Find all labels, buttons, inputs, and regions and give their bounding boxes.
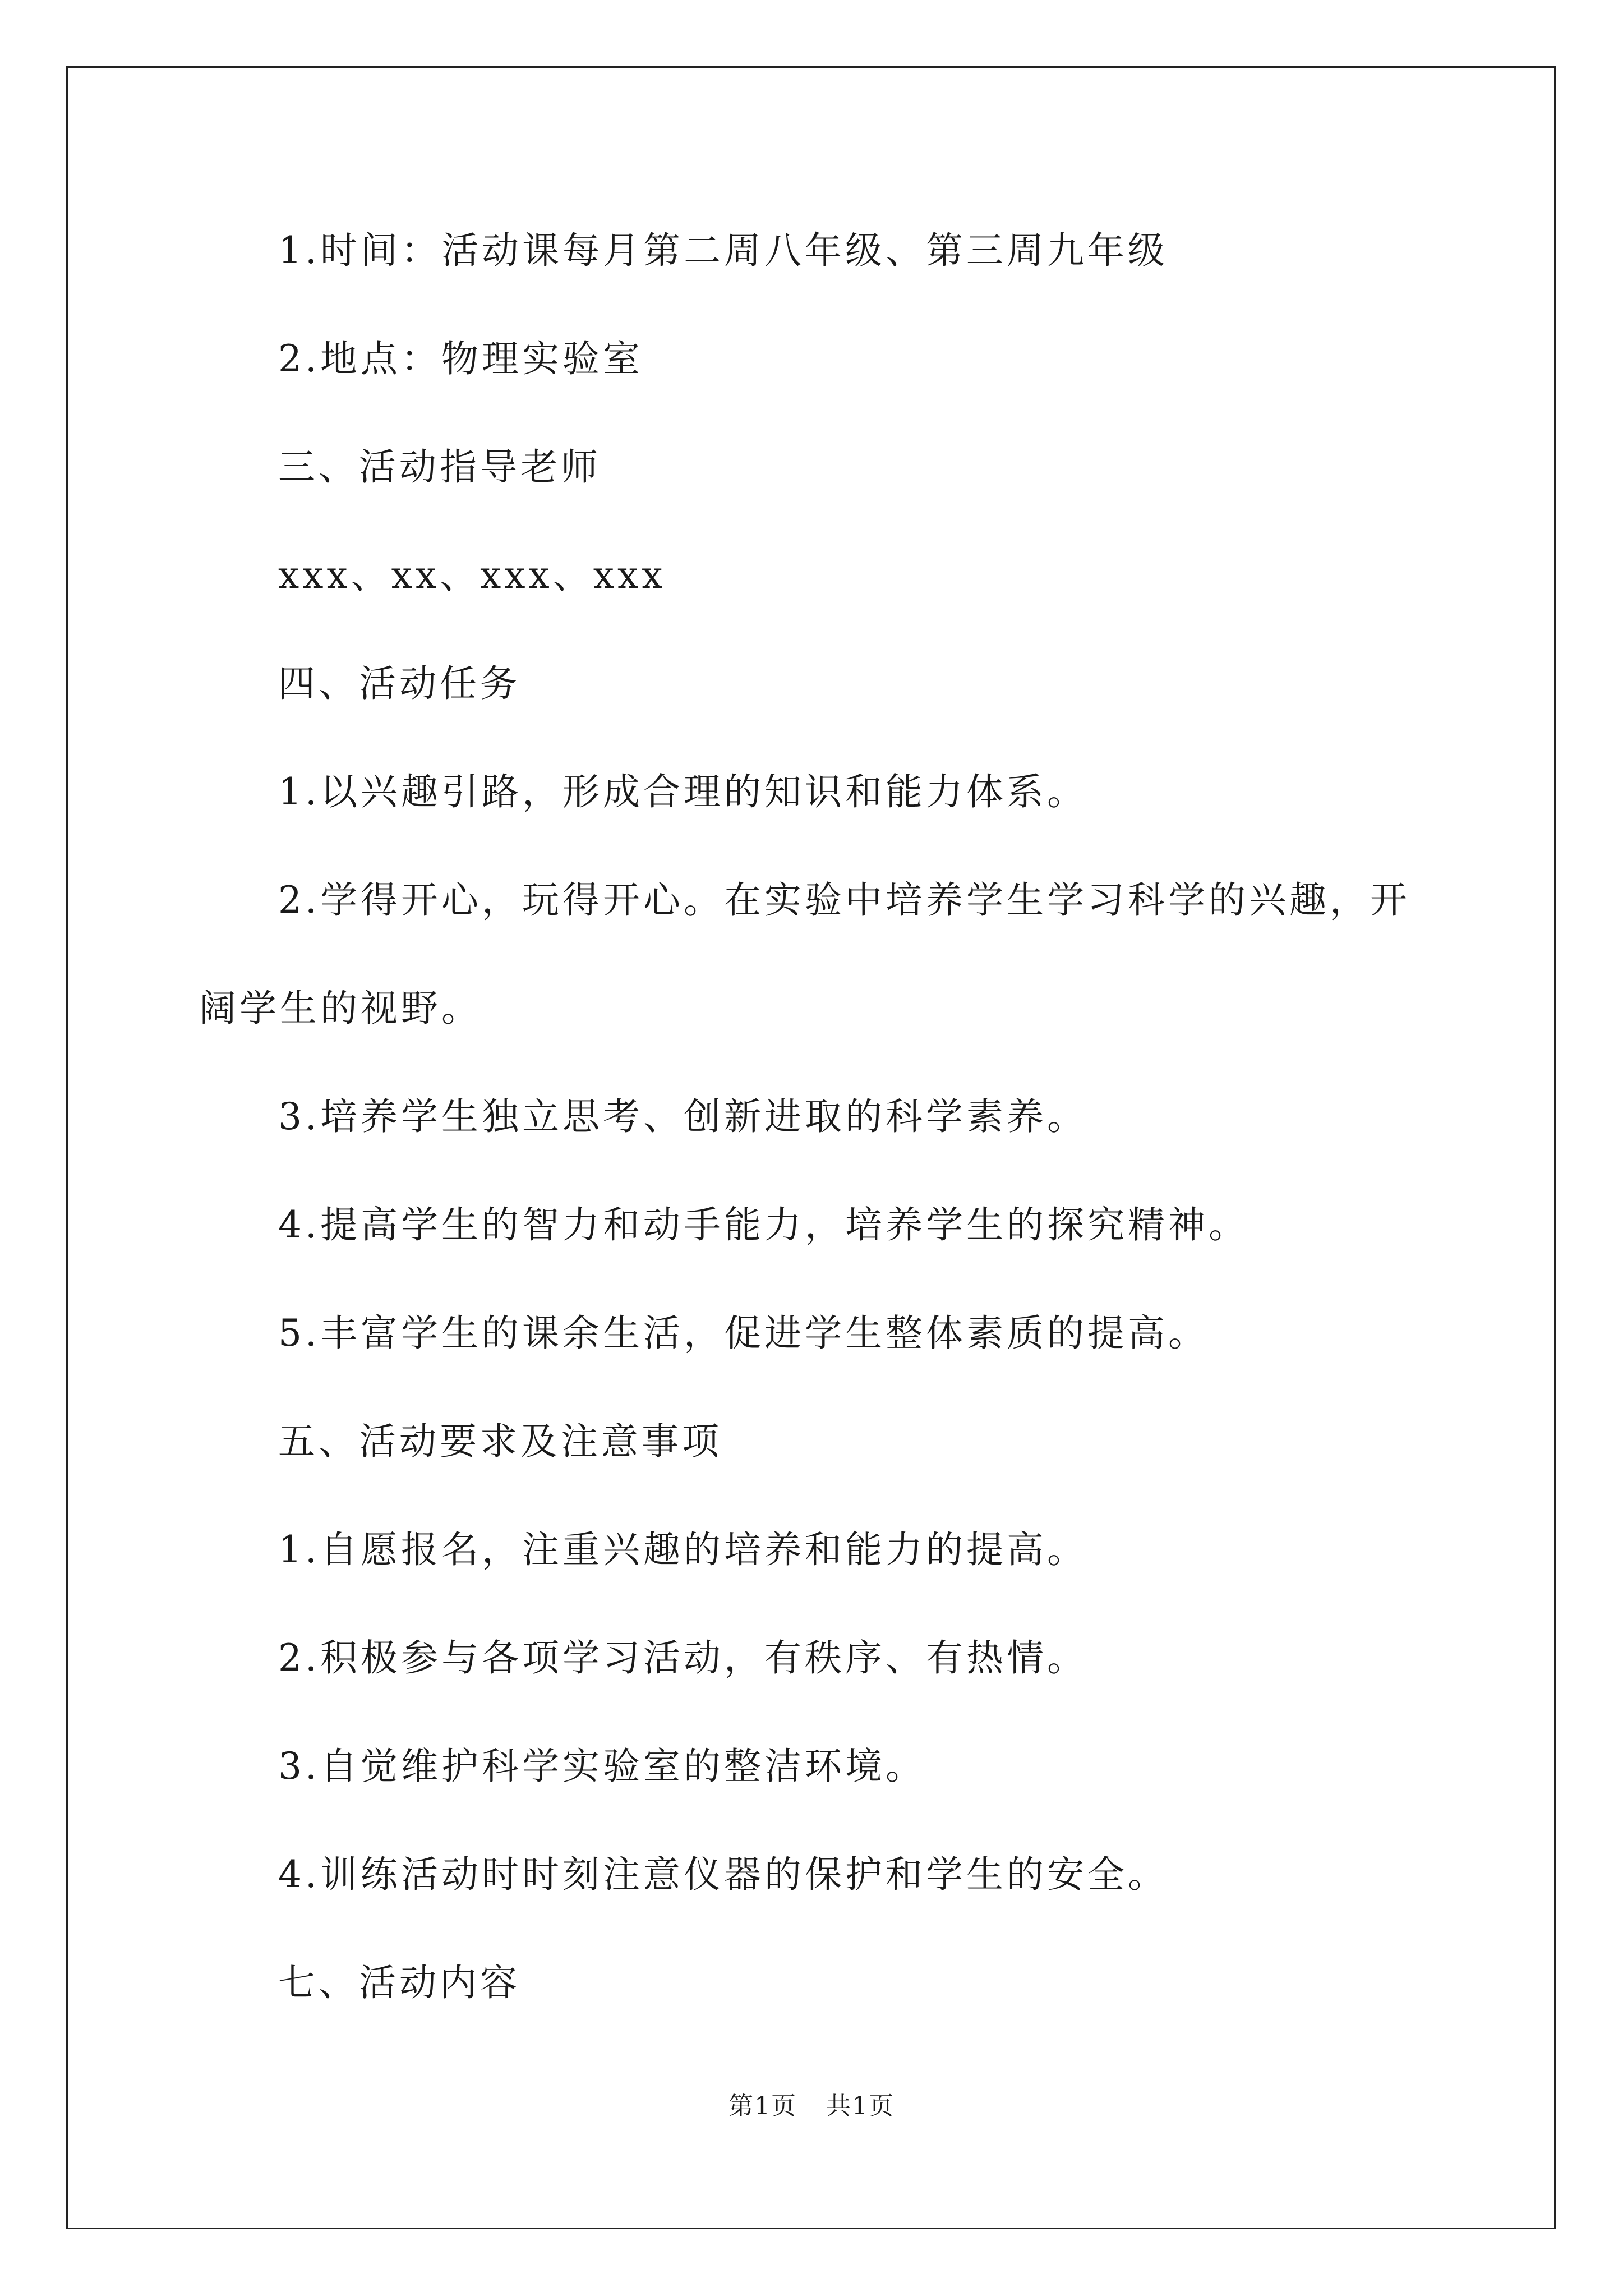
- section-heading-content: 七、活动内容: [278, 1961, 520, 2004]
- requirement-item-3: 3.自觉维护科学实验室的整洁环境。: [278, 1745, 926, 1788]
- task-item-1: 1.以兴趣引路，形成合理的知识和能力体系。: [278, 770, 1087, 813]
- task-item-3: 3.培养学生独立思考、创新进取的科学素养。: [278, 1095, 1087, 1138]
- page-border: [66, 66, 1556, 2229]
- requirement-item-4: 4.训练活动时时刻注意仪器的保护和学生的安全。: [278, 1853, 1168, 1896]
- location-line: 2.地点：物理实验室: [278, 337, 643, 380]
- requirement-item-1: 1.自愿报名，注重兴趣的培养和能力的提高。: [278, 1528, 1087, 1571]
- section-heading-tasks: 四、活动任务: [278, 662, 520, 705]
- task-item-5: 5.丰富学生的课余生活，促进学生整体素质的提高。: [278, 1312, 1209, 1355]
- requirement-item-2: 2.积极参与各项学习活动，有秩序、有热情。: [278, 1636, 1087, 1680]
- teachers-names: xxx、xx、xxx、xxx: [278, 554, 666, 597]
- task-item-4: 4.提高学生的智力和动手能力，培养学生的探究精神。: [278, 1203, 1249, 1246]
- task-item-2: 2.学得开心，玩得开心。在实验中培养学生学习科学的兴趣，开: [278, 878, 1410, 922]
- time-line: 1.时间：活动课每月第二周八年级、第三周九年级: [278, 229, 1168, 272]
- section-heading-teachers: 三、活动指导老师: [278, 445, 601, 489]
- page-number: 第1页: [728, 2092, 797, 2120]
- page-footer: [0, 2091, 1623, 2122]
- section-heading-requirements: 五、活动要求及注意事项: [278, 1420, 722, 1463]
- page-total: 共1页: [826, 2092, 895, 2120]
- task-item-2-continued: 阔学生的视野。: [199, 987, 482, 1030]
